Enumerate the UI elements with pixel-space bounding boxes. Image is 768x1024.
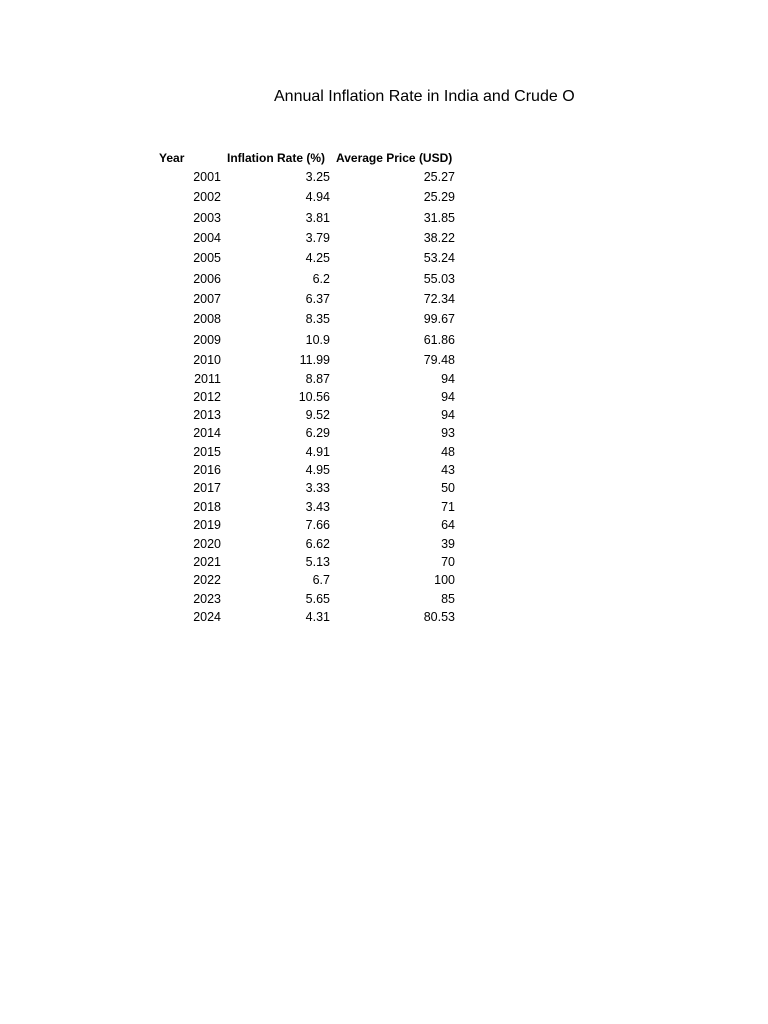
- inflation-cell: 6.37: [305, 292, 330, 306]
- year-cell: 2023: [193, 592, 221, 606]
- inflation-cell: 11.99: [299, 353, 330, 367]
- year-cell: 2007: [193, 292, 221, 306]
- table-row: [150, 312, 460, 328]
- year-cell: 2024: [193, 610, 221, 624]
- year-cell: 2006: [193, 272, 221, 286]
- table-row: [150, 573, 460, 589]
- inflation-cell: 3.43: [305, 500, 330, 514]
- year-cell: 2017: [193, 481, 221, 495]
- price-cell: 70: [441, 555, 455, 569]
- price-cell: 79.48: [423, 353, 455, 367]
- price-cell: 94: [441, 390, 455, 404]
- price-cell: 53.24: [423, 251, 455, 265]
- header-year: Year: [159, 151, 185, 165]
- year-cell: 2005: [193, 251, 221, 265]
- inflation-cell: 4.25: [305, 251, 330, 265]
- year-cell: 2014: [193, 426, 221, 440]
- year-cell: 2008: [193, 312, 221, 326]
- year-cell: 2009: [193, 333, 221, 347]
- price-cell: 94: [441, 408, 455, 422]
- year-cell: 2010: [193, 353, 221, 367]
- table-row: [150, 481, 460, 497]
- table-row: [150, 592, 460, 608]
- price-cell: 85: [441, 592, 455, 606]
- inflation-cell: 10.56: [298, 390, 330, 404]
- year-cell: 2019: [193, 518, 221, 532]
- price-cell: 94: [441, 372, 455, 386]
- price-cell: 39: [441, 537, 455, 551]
- price-cell: 64: [441, 518, 455, 532]
- price-cell: 80.53: [423, 610, 455, 624]
- price-cell: 25.27: [423, 170, 455, 184]
- year-cell: 2020: [193, 537, 221, 551]
- inflation-cell: 10.9: [305, 333, 330, 347]
- table-row: [150, 445, 460, 461]
- table-row: [150, 170, 460, 186]
- year-cell: 2021: [193, 555, 221, 569]
- year-cell: 2003: [193, 211, 221, 225]
- inflation-cell: 6.62: [305, 537, 330, 551]
- inflation-cell: 6.2: [312, 272, 330, 286]
- table-row: [150, 333, 460, 349]
- inflation-cell: 6.7: [312, 573, 330, 587]
- inflation-cell: 3.25: [305, 170, 330, 184]
- inflation-cell: 3.79: [305, 231, 330, 245]
- inflation-cell: 8.35: [305, 312, 330, 326]
- table-row: [150, 231, 460, 247]
- price-cell: 50: [441, 481, 455, 495]
- price-cell: 55.03: [423, 272, 455, 286]
- table-row: [150, 390, 460, 406]
- price-cell: 72.34: [423, 292, 455, 306]
- inflation-cell: 5.13: [305, 555, 330, 569]
- inflation-cell: 5.65: [305, 592, 330, 606]
- table-row: [150, 463, 460, 479]
- table-row: [150, 292, 460, 308]
- table-row: [150, 372, 460, 388]
- inflation-cell: 4.95: [305, 463, 330, 477]
- year-cell: 2013: [193, 408, 221, 422]
- inflation-cell: 4.94: [305, 190, 330, 204]
- price-cell: 100: [434, 573, 455, 587]
- year-cell: 2004: [193, 231, 221, 245]
- year-cell: 2002: [193, 190, 221, 204]
- inflation-cell: 3.33: [305, 481, 330, 495]
- year-cell: 2016: [193, 463, 221, 477]
- inflation-cell: 9.52: [305, 408, 330, 422]
- header-average-price: Average Price (USD): [336, 151, 453, 165]
- table-row: [150, 408, 460, 424]
- price-cell: 93: [441, 426, 455, 440]
- table-row: [150, 555, 460, 571]
- price-cell: 25.29: [423, 190, 455, 204]
- price-cell: 31.85: [423, 211, 455, 225]
- year-cell: 2012: [193, 390, 221, 404]
- inflation-cell: 8.87: [305, 372, 330, 386]
- year-cell: 2011: [194, 372, 221, 386]
- inflation-cell: 6.29: [305, 426, 330, 440]
- inflation-cell: 7.66: [305, 518, 330, 532]
- price-cell: 61.86: [423, 333, 455, 347]
- year-cell: 2015: [193, 445, 221, 459]
- table-row: [150, 610, 460, 626]
- price-cell: 99.67: [423, 312, 455, 326]
- year-cell: 2022: [193, 573, 221, 587]
- price-cell: 38.22: [423, 231, 455, 245]
- price-cell: 71: [441, 500, 455, 514]
- table-row: [150, 251, 460, 267]
- page-title: Annual Inflation Rate in India and Crude O: [274, 88, 575, 105]
- price-cell: 43: [441, 463, 455, 477]
- table-row: [150, 426, 460, 442]
- table-row: [150, 272, 460, 288]
- table-row: [150, 353, 460, 369]
- year-cell: 2001: [193, 170, 221, 184]
- table-row: [150, 500, 460, 516]
- year-cell: 2018: [193, 500, 221, 514]
- table-row: [150, 190, 460, 206]
- table-row: [150, 518, 460, 534]
- inflation-cell: 4.31: [305, 610, 330, 624]
- inflation-cell: 4.91: [305, 445, 330, 459]
- header-inflation-rate: Inflation Rate (%): [227, 151, 325, 165]
- price-cell: 48: [441, 445, 455, 459]
- inflation-cell: 3.81: [305, 211, 330, 225]
- table-row: [150, 537, 460, 553]
- table-row: [150, 211, 460, 227]
